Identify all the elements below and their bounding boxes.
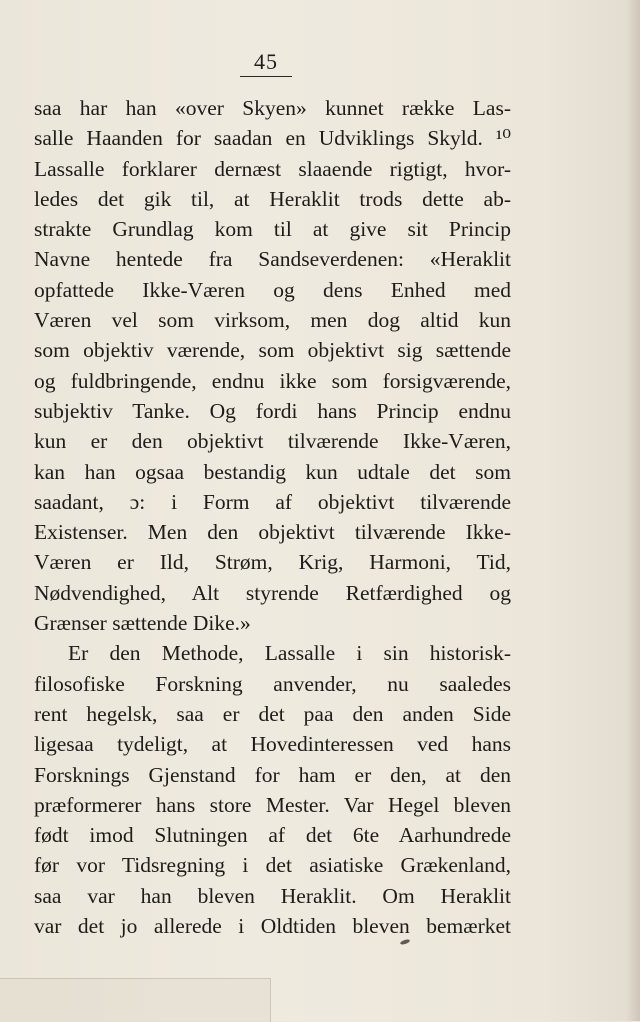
text-line: var det jo allerede i Oldtiden bleven bemærket [34, 914, 511, 939]
text-line: Lassalle forklarer dernæst slaaende rigtigt, hvor- [34, 156, 511, 181]
text-line: saadant, ɔ: i Form af objektivt tilværende [34, 489, 511, 514]
text-line: født imod Slutningen af det 6te Aarhundrede [34, 823, 511, 848]
page-edge-shadow [626, 0, 640, 1021]
text-line: salle Haanden for saadan en Udviklings Skyld. ¹⁰ [34, 126, 511, 151]
text-line: Væren er Ild, Strøm, Krig, Harmoni, Tid, [34, 550, 511, 575]
text-line: subjektiv Tanke. Og fordi hans Princip endnu [34, 398, 511, 423]
text-line: saa har han «over Skyen» kunnet række Las- [34, 96, 511, 120]
text-line: saa var han bleven Heraklit. Om Heraklit [34, 883, 511, 908]
text-line: Væren vel som virksom, men dog altid kun [34, 308, 511, 333]
text-line: strakte Grundlag kom til at give sit Princip [34, 217, 511, 242]
page-number: 45 [254, 49, 278, 74]
text-line: Navne hentede fra Sandseverdenen: «Heraklit [34, 247, 511, 272]
paragraph-end-line: Grænser sættende Dike.» [34, 611, 251, 636]
text-line: før vor Tidsregning i det asiatiske Grækenland, [34, 853, 511, 878]
text-line: opfattede Ikke-Væren og dens Enhed med [34, 277, 511, 302]
text-line: ledes det gik til, at Heraklit trods dette ab- [34, 186, 511, 211]
text-line: som objektiv værende, som objektivt sig sættende [34, 338, 511, 363]
text-line: og fuldbringende, endnu ikke som forsigværende, [34, 368, 511, 393]
page-number-rule [240, 76, 292, 77]
text-line: ligesaa tydeligt, at Hovedinteressen ved hans [34, 732, 511, 757]
text-line: Nødvendighed, Alt styrende Retfærdighed og [34, 580, 511, 605]
paragraph-start-line: Er den Methode, Lassalle i sin historisk- [68, 641, 511, 666]
text-line: kan han ogsaa bestandig kun udtale det som [34, 459, 511, 484]
page-corner-fold [0, 978, 271, 1022]
text-line: rent hegelsk, saa er det paa den anden Side [34, 701, 511, 726]
body-text [34, 93, 511, 941]
text-line: filosofiske Forskning anvender, nu saaledes [34, 671, 511, 696]
text-line: Forsknings Gjenstand for ham er den, at den [34, 762, 511, 787]
text-line: præformerer hans store Mester. Var Hegel bleven [34, 792, 511, 817]
text-line: kun er den objektivt tilværende Ikke-Væren, [34, 429, 511, 454]
text-line: Existenser. Men den objektivt tilværende Ikke- [34, 520, 511, 545]
